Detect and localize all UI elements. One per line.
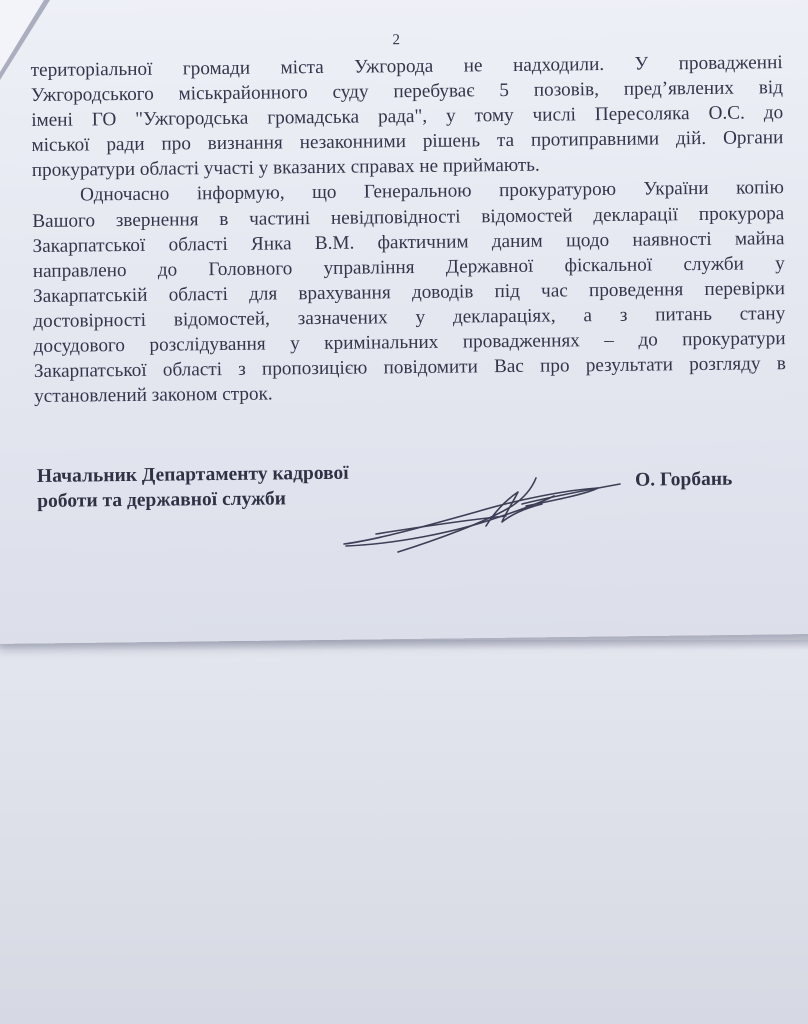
word: Закарпатської: [32, 234, 146, 257]
word: деклараціях,: [452, 305, 556, 328]
word: пред’явлених: [623, 77, 735, 100]
word: У: [634, 53, 649, 75]
word: управління: [323, 256, 415, 279]
word: імені: [31, 109, 73, 132]
word: громадська: [267, 106, 360, 129]
word: до: [763, 102, 784, 124]
word: області: [168, 283, 228, 306]
word: фіскальної: [564, 254, 653, 277]
word: рішень: [422, 130, 481, 153]
word: про: [161, 133, 191, 155]
word: України: [643, 178, 709, 201]
word: інформую,: [196, 182, 285, 205]
word: доводів: [411, 281, 474, 303]
word: з: [619, 304, 628, 326]
word: невідповідності: [330, 206, 461, 229]
word: міста: [280, 56, 324, 79]
signature-stroke: [522, 484, 620, 504]
word: кримінальних: [324, 331, 439, 354]
word: провадженні: [678, 52, 783, 75]
paragraph-prosecutor-declaration: [32, 176, 786, 410]
word: рада",: [377, 106, 428, 128]
page-number: 2: [392, 32, 401, 49]
word: провадженнях: [462, 330, 580, 353]
word: відомостей: [481, 204, 573, 227]
word: Одночасно: [79, 184, 170, 206]
word: незаконними: [299, 131, 407, 154]
word: під: [494, 280, 521, 302]
word: –: [604, 329, 615, 352]
word: ГО: [91, 109, 117, 131]
word: Генеральною: [363, 180, 472, 203]
signatory-name: О. Горбань: [634, 468, 733, 491]
word: декларації: [593, 203, 679, 226]
word: достовірності: [33, 309, 147, 332]
word: громади: [182, 57, 251, 80]
word: Ужгородського: [30, 83, 154, 107]
word: міської: [31, 134, 90, 157]
word: Головного: [208, 258, 293, 280]
word: О.С.: [708, 102, 745, 125]
handwritten-signature: [336, 470, 626, 558]
word: щодо: [565, 229, 610, 252]
word: Пересоляка: [594, 103, 690, 126]
lower-paper-sheet: [0, 640, 808, 1024]
word: територіальної: [30, 58, 153, 81]
word: визнання: [207, 132, 283, 155]
signatory-position-line: Начальник Департаменту кадрової: [36, 462, 349, 487]
word: у: [290, 333, 300, 355]
word: перебуває: [393, 80, 475, 103]
word: протиправними: [530, 128, 660, 152]
word: 5: [499, 80, 510, 102]
word: Ужгорода: [354, 55, 434, 78]
word: результати: [585, 354, 674, 377]
word: області: [162, 359, 223, 381]
word: у: [775, 252, 785, 274]
word: суду: [332, 81, 369, 103]
word: служби: [683, 253, 744, 275]
word: дій.: [675, 128, 707, 150]
word: від: [758, 77, 784, 99]
word: у: [445, 105, 456, 127]
word: з: [238, 358, 246, 380]
word: проведення: [588, 279, 684, 302]
text-line: прокуратури області участі у вказаних справах не приймають.: [31, 155, 540, 182]
word: про: [539, 355, 570, 377]
word: копію: [735, 177, 785, 200]
word: відомостей,: [173, 308, 271, 331]
word: врахування: [298, 282, 391, 305]
word: питань: [655, 303, 713, 326]
word: розслідування: [149, 333, 266, 356]
paragraph-continuation: [31, 50, 784, 183]
word: не: [463, 55, 483, 77]
word: ради: [106, 134, 145, 156]
word: в: [776, 353, 786, 375]
word: до: [638, 329, 658, 351]
word: в: [219, 208, 229, 230]
word: пропозицією: [261, 357, 368, 380]
signatory-position-line: роботи та державної служби: [37, 488, 287, 512]
word: даним: [491, 230, 543, 252]
word: Закарпатській: [32, 284, 148, 307]
word: майна: [734, 227, 785, 250]
word: прокуратурою: [498, 179, 617, 202]
word: прокуратури: [682, 328, 786, 351]
word: направлено: [32, 259, 127, 282]
word: час: [541, 280, 568, 302]
word: "Ужгородська: [135, 107, 249, 131]
word: звернення: [115, 208, 199, 231]
word: тому: [474, 105, 514, 127]
word: а: [583, 305, 593, 327]
word: В.М.: [314, 232, 355, 254]
word: позовів,: [533, 79, 600, 101]
word: зазначених: [297, 307, 388, 330]
word: розгляду: [689, 353, 761, 376]
word: міськрайонного: [178, 82, 308, 105]
word: у: [415, 306, 426, 328]
word: повідомити: [383, 356, 478, 379]
word: області: [168, 233, 228, 256]
word: що: [311, 182, 337, 204]
word: та: [496, 130, 515, 152]
letter-body: [31, 50, 787, 409]
word: надходили.: [512, 53, 605, 76]
word: фактичним: [377, 231, 469, 254]
word: для: [248, 283, 278, 305]
signature-stroke: [344, 488, 598, 544]
word: наявності: [632, 228, 712, 251]
word: частині: [249, 207, 311, 230]
word: Державної: [445, 255, 534, 278]
word: досудового: [33, 335, 126, 358]
word: Закарпатської: [33, 359, 147, 383]
word: Янка: [250, 232, 292, 255]
word: числі: [532, 104, 577, 126]
word: перевірки: [704, 277, 786, 300]
word: Вашого: [32, 209, 96, 232]
word: Органи: [722, 127, 784, 150]
word: до: [157, 259, 178, 281]
word: стану: [739, 303, 786, 325]
word: Вас: [493, 355, 525, 378]
text-line: установлений законом строк.: [34, 383, 273, 408]
word: прокурора: [698, 202, 785, 225]
